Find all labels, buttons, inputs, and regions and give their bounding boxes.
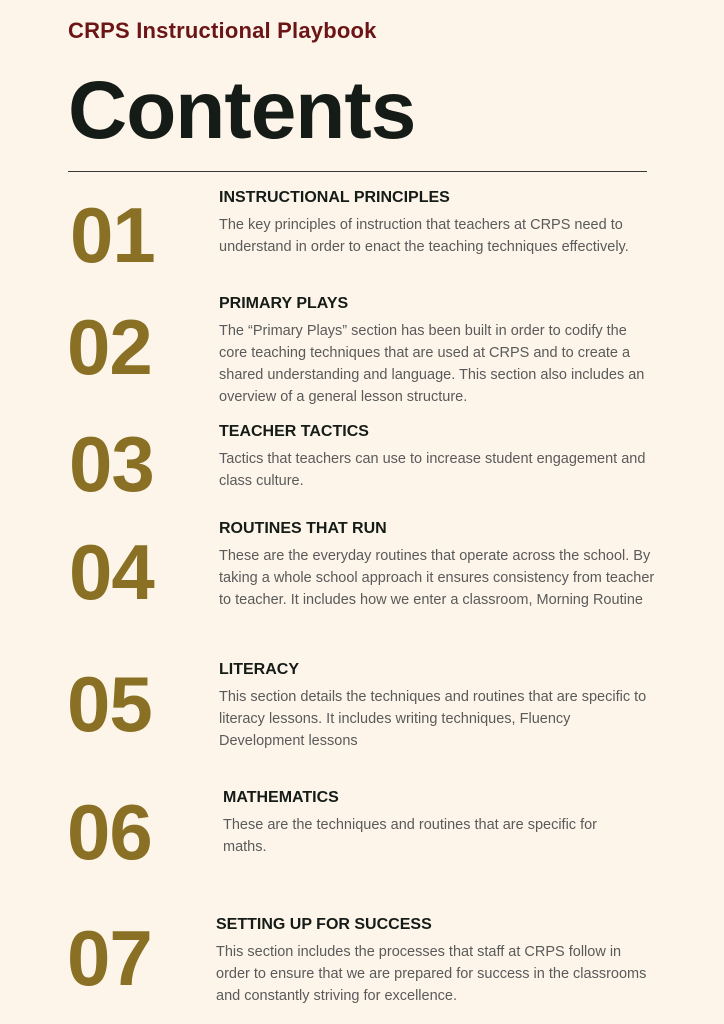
section-description: Tactics that teachers can use to increase student engagement and class culture. <box>219 451 646 489</box>
section-entry[interactable] <box>219 422 659 492</box>
section-title: PRIMARY PLAYS <box>219 295 349 312</box>
section-description: This section details the techniques and routines that are specific to literacy lessons. It includes writing techniques, Fluency Development lessons <box>219 689 647 749</box>
page-heading: Contents <box>68 65 416 156</box>
section-title: LITERACY <box>219 661 299 678</box>
section-description: The key principles of instruction that teachers at CRPS need to understand in order to enact the teaching techniques effectively. <box>219 217 629 255</box>
section-entry[interactable] <box>219 660 659 752</box>
section-entry[interactable] <box>219 188 659 258</box>
section-number: 05 <box>67 660 152 748</box>
heading-divider <box>68 171 647 172</box>
section-entry[interactable] <box>223 788 643 858</box>
section-number: 03 <box>69 420 154 508</box>
document-title: CRPS Instructional Playbook <box>68 18 377 43</box>
section-title: ROUTINES THAT RUN <box>219 520 387 537</box>
section-number: 02 <box>67 303 152 391</box>
section-description: The “Primary Plays” section has been built in order to codify the core teaching techniques that are used at CRPS and to create a shared understanding and language. This section also includes an overview of a general lesson structure. <box>219 323 645 405</box>
section-title: MATHEMATICS <box>223 789 339 806</box>
section-entry[interactable] <box>219 519 659 611</box>
section-title: INSTRUCTIONAL PRINCIPLES <box>219 189 450 206</box>
section-entry[interactable] <box>219 294 659 408</box>
section-number: 07 <box>67 914 152 1002</box>
section-number: 04 <box>69 528 154 616</box>
section-number: 06 <box>67 788 152 876</box>
section-number: 01 <box>70 191 155 279</box>
section-entry[interactable] <box>216 915 656 1007</box>
section-description: This section includes the processes that staff at CRPS follow in order to ensure that we are prepared for success in the classrooms and constantly striving for excellence. <box>216 944 647 1004</box>
section-title: TEACHER TACTICS <box>219 423 369 440</box>
section-description: These are the everyday routines that operate across the school. By taking a whole school approach it ensures consistency from teacher to teacher. It includes how we enter a classroom, Morning Routine <box>219 548 655 608</box>
section-description: These are the techniques and routines that are specific for maths. <box>223 817 597 855</box>
section-title: SETTING UP FOR SUCCESS <box>216 916 432 933</box>
